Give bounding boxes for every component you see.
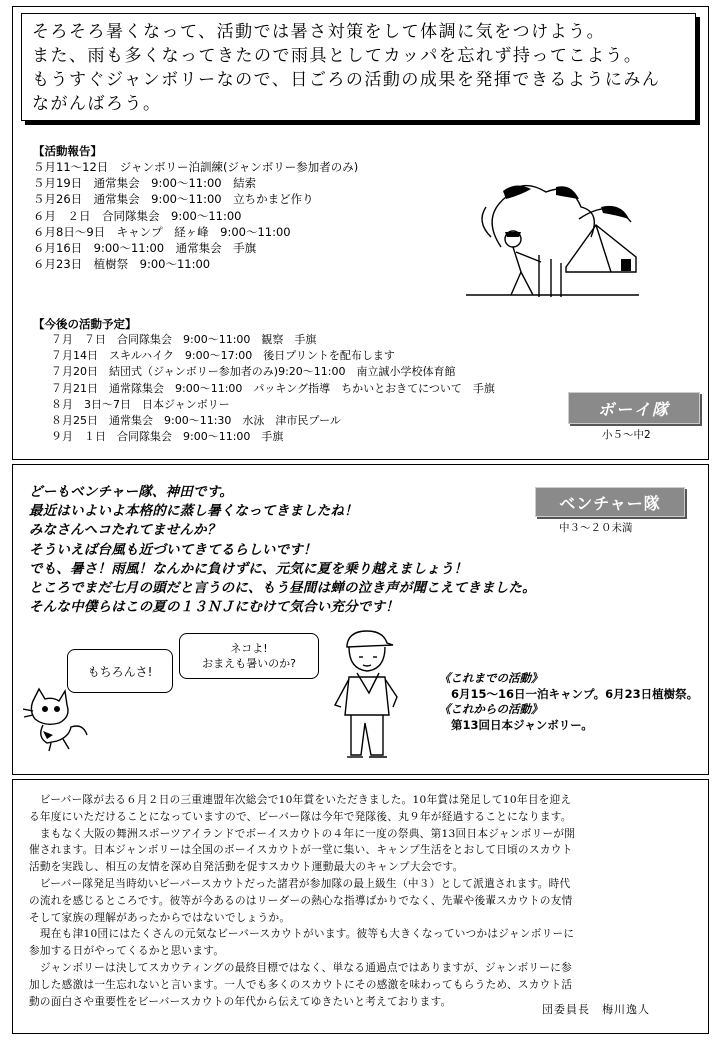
boy-troop-badge: ボーイ隊 bbox=[568, 392, 700, 424]
venture-line: ところでまだ七月の頭だと言うのに、もう昼間は蝉の泣き声が聞こえてきました。 bbox=[29, 580, 536, 597]
committee-message-section bbox=[12, 779, 709, 1034]
report-item: ６月16日 9:00～11:00 通常集会 手旗 bbox=[33, 241, 257, 256]
venture-troop-badge: ベンチャー隊 bbox=[535, 487, 685, 517]
message-line: 参加する日がやってくるかと思います。 bbox=[29, 945, 225, 958]
speech-bubble-kid-line2: おまえも暑いのか? bbox=[202, 657, 296, 670]
future-activity-heading: 《これからの活動》 bbox=[439, 702, 543, 716]
speech-bubble-kid bbox=[179, 633, 319, 679]
scout-camp-illustration bbox=[461, 177, 643, 299]
plan-item: ８月 3日～7日 日本ジャンボリー bbox=[51, 397, 230, 411]
intro-line: また、雨も多くなってきたので雨具としてカッパを忘れず持ってこよう。 bbox=[32, 46, 643, 66]
intro-line: そろそろ暑くなって、活動では暑さ対策をして体調に気をつけよう。 bbox=[32, 22, 606, 42]
cat-illustration bbox=[23, 687, 93, 757]
report-heading: 【活動報告】 bbox=[33, 144, 102, 158]
scout-boy-illustration bbox=[327, 627, 407, 767]
intro-line: もうすぐジャンボリーなので、日ごろの活動の成果を発揮できるようにみん bbox=[32, 70, 661, 90]
venture-line: そういえば台風も近づいてきてるらしいです！ bbox=[29, 541, 317, 558]
message-line: まもなく大阪の舞洲スポーツアイランドでボーイスカウトの４年に一度の祭典、第13回日本ジャンボリーが開 bbox=[29, 827, 576, 840]
message-line: る年度にいただけることになっていますので、ビーバー隊は今年で発隊後、丸９年が経過することになります。 bbox=[29, 810, 572, 823]
message-line: ビーバー隊が去る６月２日の三重連盟年次総会で10年賞をいただきました。10年賞は発足して10年目を迎え bbox=[29, 794, 572, 806]
venture-line: どーもベンチャー隊、神田です。 bbox=[29, 484, 234, 500]
message-line: 催されます。日本ジャンボリーは全国のボーイスカウトが一堂に集い、キャンプ生活をとおして日頃のスカウト bbox=[29, 844, 573, 857]
past-activity-item: 6月15～16日一泊キャンプ。6月23日植樹祭。 bbox=[451, 686, 699, 701]
report-item: ６月 ２日 合同隊集会 9:00～11:00 bbox=[33, 208, 242, 223]
message-line: そして家族の理解があったからではないでしょうか。 bbox=[29, 911, 291, 924]
past-activity-heading: 《これまでの活動》 bbox=[439, 671, 543, 685]
speech-bubble-cat-text: もちろんさ! bbox=[87, 664, 153, 679]
venture-troop-age-range: 中３～２０未満 bbox=[559, 522, 633, 534]
activity-report bbox=[33, 143, 358, 272]
upcoming-plan bbox=[33, 316, 495, 445]
plan-item: ９月 １日 合同隊集会 9:00～11:00 手旗 bbox=[51, 430, 284, 444]
message-line: の流れを感じるところです。彼等が今あるのはリーダーの熱心な指導ばかりでなく、先輩や後輩スカウトの友情 bbox=[29, 894, 573, 907]
message-line: ビーバー隊発足当時幼いビーバースカウトだった諸君が参加隊の最上級生（中３）として派遣されます。時代 bbox=[29, 877, 571, 890]
report-item: ５月11～12日 ジャンボリー泊訓練(ジャンボリー参加者のみ) bbox=[33, 160, 359, 174]
message-line: 活動を実践し、相互の友情を深め自発活動を促すスカウト運動最大のキャンプ大会です。 bbox=[29, 861, 464, 874]
future-activity-item: 第13回日本ジャンボリー。 bbox=[451, 717, 593, 732]
plan-item: ８月25日 通常集会 9:00～11:30 水泳 津市民プール bbox=[51, 414, 341, 428]
venture-section bbox=[12, 464, 709, 775]
report-item: ６月8日～9日 キャンプ 経ヶ峰 9:00～11:00 bbox=[33, 224, 291, 239]
signature: 団委員長 梅川逸人 bbox=[542, 1003, 650, 1016]
intro-message-box bbox=[21, 13, 696, 121]
venture-line: 最近はいよいよ本格的に蒸し暑くなってきましたね！ bbox=[29, 503, 358, 520]
venture-line: そんな中僕らはこの夏の１３ＮＪにむけて気合い充分です！ bbox=[29, 599, 399, 616]
plan-item: ７月14日 スキルハイク 9:00～17:00 後日プリントを配布します bbox=[51, 349, 395, 363]
intro-line: ながんばろう。 bbox=[32, 94, 162, 114]
message-line: 加した感激は一生忘れないと言います。一人でも多くのスカウトにその感激を味わってもらうため、スカウト活 bbox=[29, 978, 573, 991]
plan-item: ７月20日 結団式（ジャンボリー参加者のみ)9:20～11:00 南立誠小学校体育館 bbox=[51, 365, 456, 379]
boy-troop-age-range: 小５～中2 bbox=[602, 429, 651, 441]
committee-message bbox=[29, 792, 697, 1010]
plan-item: ７月21日 通常隊集会 9:00～11:00 パッキング指導 ちかいとおきてについて 手旗 bbox=[51, 381, 495, 395]
venture-activity-list bbox=[439, 671, 698, 733]
message-line: ジャンボリーは決してスカウティングの最終目標ではなく、単なる通過点ではありますが、ジャンボリーに参 bbox=[29, 961, 572, 974]
venture-line: でも、暑さ！雨風！なんかに負けずに、元気に夏を乗り越えましょう！ bbox=[29, 560, 468, 577]
plan-item: ７月 ７日 合同隊集会 9:00～11:00 観察 手旗 bbox=[51, 333, 317, 346]
venture-line: みなさんヘコたれてませんか？ bbox=[29, 522, 221, 539]
plan-heading: 【今後の活動予定】 bbox=[33, 317, 137, 331]
report-item: ６月23日 植樹祭 9:00～11:00 bbox=[33, 257, 211, 272]
venture-message bbox=[29, 483, 536, 617]
report-item: ５月19日 通常集会 9:00～11:00 結索 bbox=[33, 176, 257, 191]
speech-bubble-kid-line1: ネコよ! bbox=[230, 642, 268, 655]
boy-scout-section bbox=[12, 6, 709, 460]
message-line: 現在も津10団にはたくさんの元気なビーバースカウトがいます。彼等も大きくなっていつかはジャンボリーに bbox=[29, 928, 575, 941]
message-line: 動の面白さや重要性をビーバースカウトの年代から伝えてゆきたいと考えております。 bbox=[29, 995, 452, 1008]
report-item: ５月26日 通常集会 9:00～11:00 立ちかまど作り bbox=[33, 192, 314, 207]
